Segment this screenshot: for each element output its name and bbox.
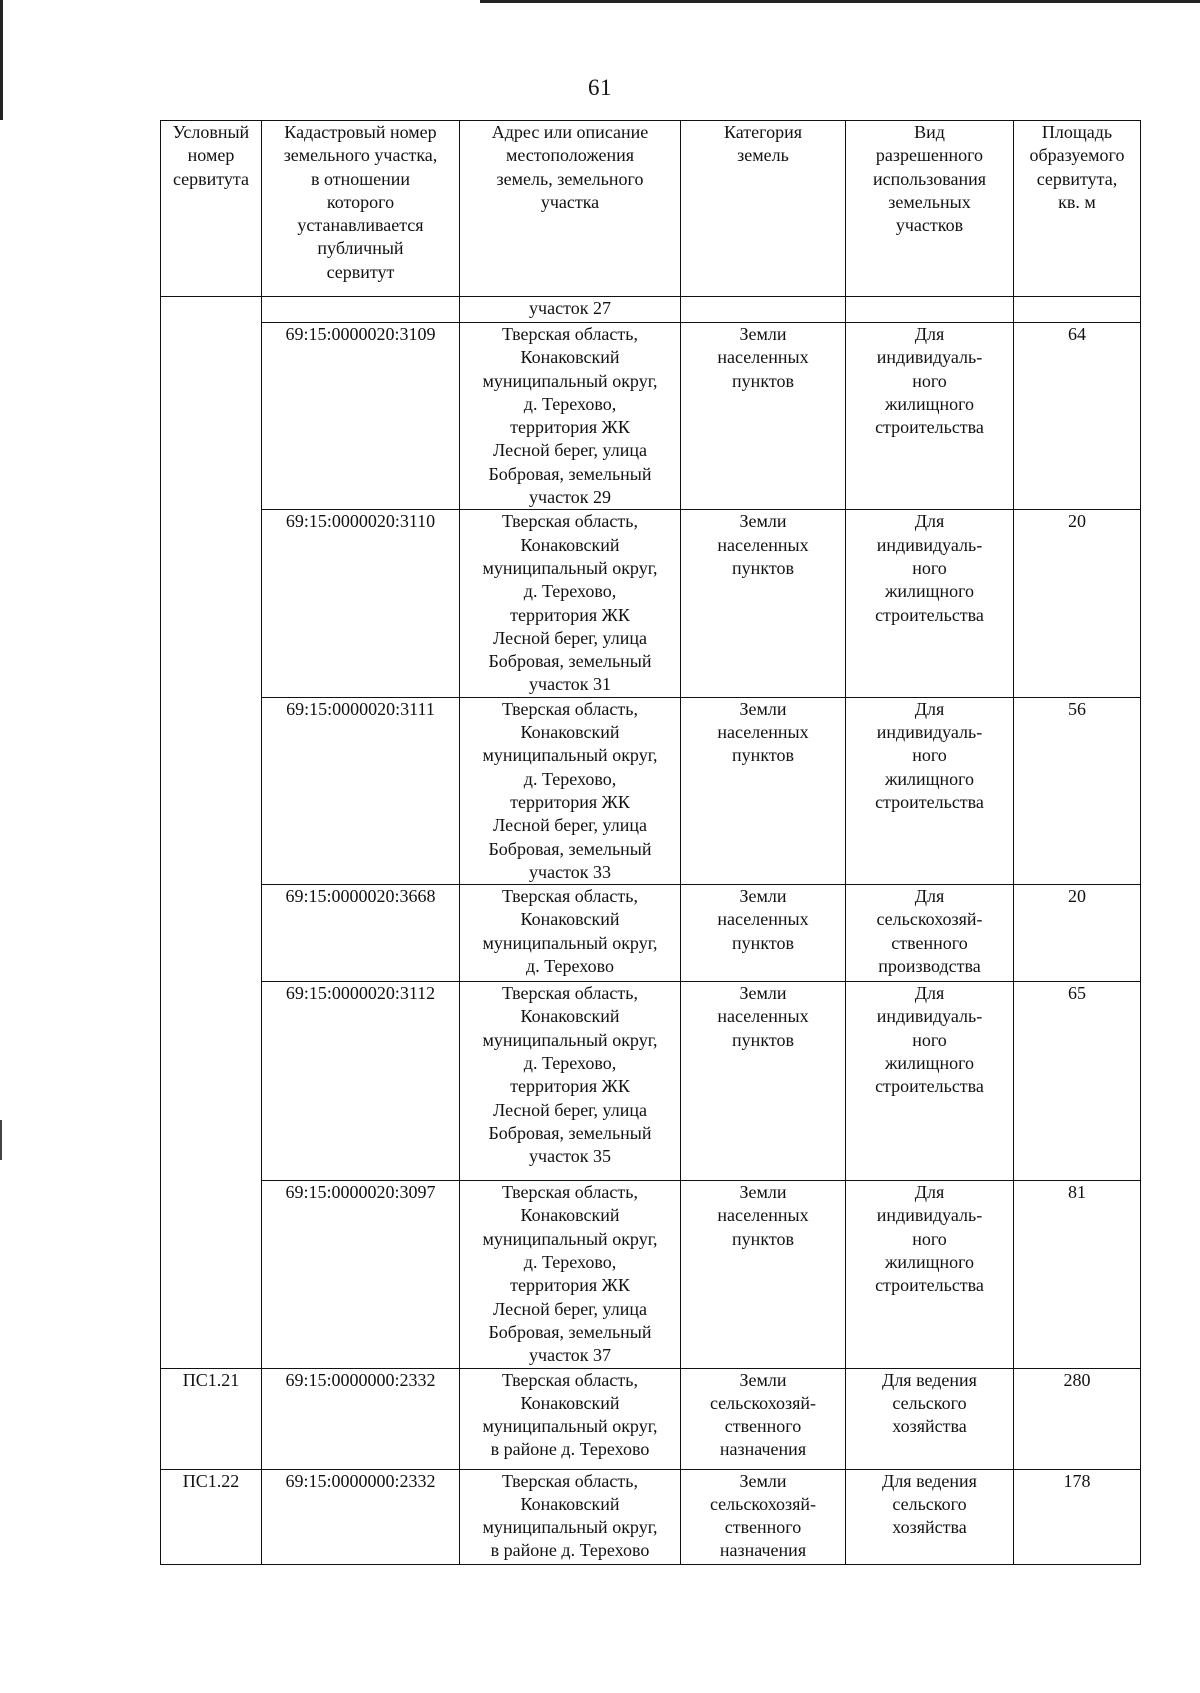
cell-line: Земли — [739, 1369, 787, 1390]
table-row — [161, 510, 1141, 697]
cell-line: строительства — [875, 604, 984, 625]
cell-line: Конаковский — [520, 1205, 620, 1226]
cell-line: Площадь — [1041, 122, 1113, 142]
cell-area: 56 — [1014, 697, 1141, 884]
cell-line: Бобровая, земельный — [488, 838, 652, 859]
cell-line: Конаковский — [520, 534, 620, 555]
cell-line: населенных — [717, 347, 809, 368]
cell-line: Лесной берег, улица — [493, 1298, 647, 1319]
cell-address — [460, 1469, 681, 1564]
cell-line: пунктов — [732, 932, 794, 953]
cell-area: 20 — [1014, 885, 1141, 982]
cell-line: хозяйства — [892, 1517, 967, 1538]
table-row — [161, 1368, 1141, 1469]
cell-line: Конаковский — [520, 1392, 620, 1413]
cell-cadastral-number: 69:15:0000020:3111 — [262, 697, 460, 884]
cell-line: Кадастровый номер — [284, 122, 437, 142]
cell-cadastral-number: 69:15:0000020:3668 — [262, 885, 460, 982]
cell-line: населенных — [717, 1205, 809, 1226]
cell-cadastral-number: 69:15:0000000:2332 — [262, 1368, 460, 1469]
cell-address — [460, 323, 681, 510]
servitude-table — [160, 120, 1141, 1565]
cell-line: ного — [912, 1228, 947, 1249]
cell-permitted-use — [846, 697, 1014, 884]
cell-line: производства — [878, 956, 981, 977]
cell-line: публичный — [317, 238, 404, 259]
cell-line: жилищного — [884, 1252, 975, 1273]
cell-line: населенных — [717, 534, 809, 555]
cell-line: пунктов — [732, 1029, 794, 1050]
cell-line: Тверская область, — [502, 983, 638, 1004]
table-row — [161, 697, 1141, 884]
cell-line: ного — [912, 1029, 947, 1050]
cell-line: Условный — [172, 122, 250, 142]
cell-line: населенных — [717, 1006, 809, 1027]
cell-line: жилищного — [884, 393, 975, 414]
table-row — [161, 323, 1141, 510]
cell-line: муниципальный округ, — [482, 1228, 658, 1249]
cell-line: кв. м — [1058, 191, 1096, 212]
cell-line: пунктов — [732, 557, 794, 578]
cell-line: участка — [540, 191, 600, 212]
cell-line: Земли — [739, 1182, 787, 1203]
cell-line: индивидуаль- — [876, 722, 983, 743]
cell-line: Тверская область, — [502, 324, 638, 344]
cell-line: Земли — [739, 698, 787, 719]
cell-servitude-number — [161, 697, 262, 884]
cell-line: Земли — [739, 324, 787, 344]
cell-line: Лесной берег, улица — [493, 815, 647, 836]
cell-line: сельскохозяй- — [709, 1392, 817, 1413]
cell-line: жилищного — [884, 1053, 975, 1074]
cell-line: Тверская область, — [502, 1470, 638, 1491]
scan-edge-mark — [0, 1120, 2, 1160]
header-area — [1014, 121, 1141, 297]
cell-line: д. Терехово, — [523, 581, 617, 602]
cell-line: Земли — [739, 886, 787, 907]
cell-line: Конаковский — [520, 722, 620, 743]
cell-line: Бобровая, земельный — [488, 1122, 652, 1143]
cell-line: Бобровая, земельный — [488, 463, 652, 484]
cell-line: муниципальный округ, — [482, 370, 658, 391]
cell-line: земель — [737, 145, 789, 166]
table-body — [161, 297, 1141, 1565]
cell-line: участок 27 — [529, 298, 611, 318]
cell-line: сельского — [892, 1493, 967, 1514]
cell-line: пунктов — [732, 370, 794, 391]
cell-line: территория ЖК — [510, 791, 630, 812]
cell-line: Вид — [914, 122, 945, 142]
cell-line: муниципальный округ, — [482, 1416, 658, 1437]
cell-line: участок 35 — [529, 1146, 611, 1167]
cell-line: строительства — [875, 791, 984, 812]
cell-address — [460, 1181, 681, 1368]
cell-land-category — [681, 885, 846, 982]
cell-servitude-number — [161, 510, 262, 697]
cell-line: Земли — [739, 1470, 787, 1491]
table-header-row — [161, 121, 1141, 297]
cell-servitude-number — [161, 885, 262, 982]
cell-land-category — [681, 982, 846, 1181]
cell-line: местоположения — [505, 145, 635, 166]
cell-line: Бобровая, земельный — [488, 1321, 652, 1342]
cell-land-category — [681, 1368, 846, 1469]
cell-area: 64 — [1014, 323, 1141, 510]
cell-line: ственного — [891, 932, 968, 953]
cell-line: в районе д. Терехово — [490, 1439, 650, 1460]
cell-line: Конаковский — [520, 909, 620, 930]
cell-line: пунктов — [732, 745, 794, 766]
cell-area — [1014, 297, 1141, 323]
cell-line: в районе д. Терехово — [490, 1540, 650, 1561]
cell-line: Земли — [739, 511, 787, 532]
cell-servitude-number — [161, 982, 262, 1181]
cell-line: населенных — [717, 722, 809, 743]
cell-line: ного — [912, 370, 947, 391]
cell-line: территория ЖК — [510, 417, 630, 438]
cell-area: 81 — [1014, 1181, 1141, 1368]
cell-land-category — [681, 510, 846, 697]
cell-line: муниципальный округ, — [482, 557, 658, 578]
cell-servitude-number — [161, 297, 262, 323]
cell-line: сельского — [892, 1392, 967, 1413]
cell-servitude-number: ПС1.22 — [161, 1469, 262, 1564]
cell-address — [460, 697, 681, 884]
table-row — [161, 1469, 1141, 1564]
cell-land-category — [681, 297, 846, 323]
cell-line: участков — [895, 215, 964, 236]
cell-line: ного — [912, 557, 947, 578]
cell-land-category — [681, 323, 846, 510]
cell-line: д. Терехово, — [523, 768, 617, 789]
cell-line: Земли — [739, 983, 787, 1004]
cell-address — [460, 1368, 681, 1469]
cell-line: д. Терехово, — [523, 393, 617, 414]
cell-line: муниципальный округ, — [482, 1517, 658, 1538]
cell-area: 280 — [1014, 1368, 1141, 1469]
cell-line: устанавливается — [297, 215, 424, 236]
cell-line: д. Терехово — [526, 956, 614, 977]
table-row — [161, 885, 1141, 982]
cell-area: 178 — [1014, 1469, 1141, 1564]
cell-line: территория ЖК — [510, 604, 630, 625]
cell-line: сервитут — [326, 261, 395, 282]
cell-line: Тверская область, — [502, 1369, 638, 1390]
cell-permitted-use — [846, 510, 1014, 697]
cell-address — [460, 982, 681, 1181]
scan-edge-mark — [0, 0, 3, 120]
cell-line: разрешенного — [875, 145, 984, 166]
header-servitude-number — [161, 121, 262, 297]
cell-line: использования — [872, 168, 986, 189]
cell-line: индивидуаль- — [876, 347, 983, 368]
cell-land-category — [681, 1469, 846, 1564]
cell-line: пунктов — [732, 1228, 794, 1249]
cell-line: Бобровая, земельный — [488, 651, 652, 672]
cell-line: сервитута — [172, 168, 250, 189]
cell-land-category — [681, 697, 846, 884]
header-address — [460, 121, 681, 297]
cell-line: хозяйства — [892, 1416, 967, 1437]
cell-servitude-number: ПС1.21 — [161, 1368, 262, 1469]
cell-line: ного — [912, 745, 947, 766]
cell-line: д. Терехово, — [523, 1252, 617, 1273]
cell-line: Адрес или описание — [491, 122, 649, 142]
header-permitted-use — [846, 121, 1014, 297]
cell-permitted-use — [846, 1469, 1014, 1564]
cell-line: индивидуаль- — [876, 1006, 983, 1027]
cell-line: Тверская область, — [502, 886, 638, 907]
cell-line: Лесной берег, улица — [493, 440, 647, 461]
cell-line: Конаковский — [520, 1006, 620, 1027]
cell-cadastral-number: 69:15:0000020:3109 — [262, 323, 460, 510]
cell-line: земельного участка, — [283, 145, 438, 166]
cell-cadastral-number: 69:15:0000020:3110 — [262, 510, 460, 697]
cell-line: индивидуаль- — [876, 534, 983, 555]
cell-line: в отношении — [310, 168, 410, 189]
cell-line: земель, земельного — [496, 168, 644, 189]
cell-line: населенных — [717, 909, 809, 930]
cell-line: Тверская область, — [502, 511, 638, 532]
cell-line: участок 37 — [529, 1345, 611, 1366]
table-row — [161, 1181, 1141, 1368]
cell-line: Конаковский — [520, 347, 620, 368]
cell-line: строительства — [875, 1076, 984, 1097]
cell-line: Для — [914, 698, 945, 719]
cell-area: 65 — [1014, 982, 1141, 1181]
cell-permitted-use — [846, 1181, 1014, 1368]
cell-line: строительства — [875, 417, 984, 438]
table-row-continuation — [161, 297, 1141, 323]
cell-line: сельскохозяй- — [876, 909, 983, 930]
cell-address — [460, 885, 681, 982]
header-land-category — [681, 121, 846, 297]
cell-line: территория ЖК — [510, 1275, 630, 1296]
cell-servitude-number — [161, 1181, 262, 1368]
cell-line: Конаковский — [520, 1493, 620, 1514]
cell-line: участок 29 — [529, 487, 611, 508]
cell-line: участок 31 — [529, 674, 611, 695]
cell-land-category — [681, 1181, 846, 1368]
table-row — [161, 982, 1141, 1181]
cell-line: жилищного — [884, 581, 975, 602]
cell-line: Лесной берег, улица — [493, 1099, 647, 1120]
cell-line: Тверская область, — [502, 1182, 638, 1203]
scan-edge-mark — [480, 0, 1200, 3]
cell-line: Категория — [724, 122, 802, 142]
cell-line: Для — [914, 886, 945, 907]
cell-line: Для ведения — [882, 1369, 977, 1390]
cell-line: Для — [914, 983, 945, 1004]
cell-line: Для — [914, 511, 945, 532]
cell-line: индивидуаль- — [876, 1205, 983, 1226]
cell-line: строительства — [875, 1275, 984, 1296]
cell-line: участок 33 — [529, 861, 611, 882]
cell-address — [460, 297, 681, 323]
cell-line: ственного — [724, 1517, 802, 1538]
cell-line: земельных — [888, 191, 971, 212]
cell-line: назначения — [719, 1439, 807, 1460]
cell-line: муниципальный округ, — [482, 1029, 658, 1050]
cell-cadastral-number: 69:15:0000000:2332 — [262, 1469, 460, 1564]
cell-line: муниципальный округ, — [482, 932, 658, 953]
cell-address — [460, 510, 681, 697]
cell-cadastral-number — [262, 297, 460, 323]
cell-line: жилищного — [884, 768, 975, 789]
cell-line: сельскохозяй- — [709, 1493, 817, 1514]
cell-line: муниципальный округ, — [482, 745, 658, 766]
cell-line: Для — [914, 1182, 945, 1203]
cell-line: Тверская область, — [502, 698, 638, 719]
cell-line: сервитута, — [1036, 168, 1118, 189]
cell-line: Для — [914, 324, 945, 344]
cell-line: назначения — [719, 1540, 807, 1561]
cell-line: Лесной берег, улица — [493, 627, 647, 648]
cell-line: Для ведения — [882, 1470, 977, 1491]
cell-permitted-use — [846, 297, 1014, 323]
cell-area: 20 — [1014, 510, 1141, 697]
cell-permitted-use — [846, 323, 1014, 510]
cell-line: которого — [326, 191, 395, 212]
cell-permitted-use — [846, 1368, 1014, 1469]
page-number: 61 — [588, 75, 612, 100]
cell-line: территория ЖК — [510, 1076, 630, 1097]
cell-line: номер — [187, 145, 235, 166]
cell-line: образуемого — [1029, 145, 1125, 166]
header-cadastral-number — [262, 121, 460, 297]
cell-line: д. Терехово, — [523, 1053, 617, 1074]
cell-permitted-use — [846, 885, 1014, 982]
cell-servitude-number — [161, 323, 262, 510]
cell-cadastral-number: 69:15:0000020:3097 — [262, 1181, 460, 1368]
cell-line: ственного — [724, 1416, 802, 1437]
cell-cadastral-number: 69:15:0000020:3112 — [262, 982, 460, 1181]
cell-permitted-use — [846, 982, 1014, 1181]
